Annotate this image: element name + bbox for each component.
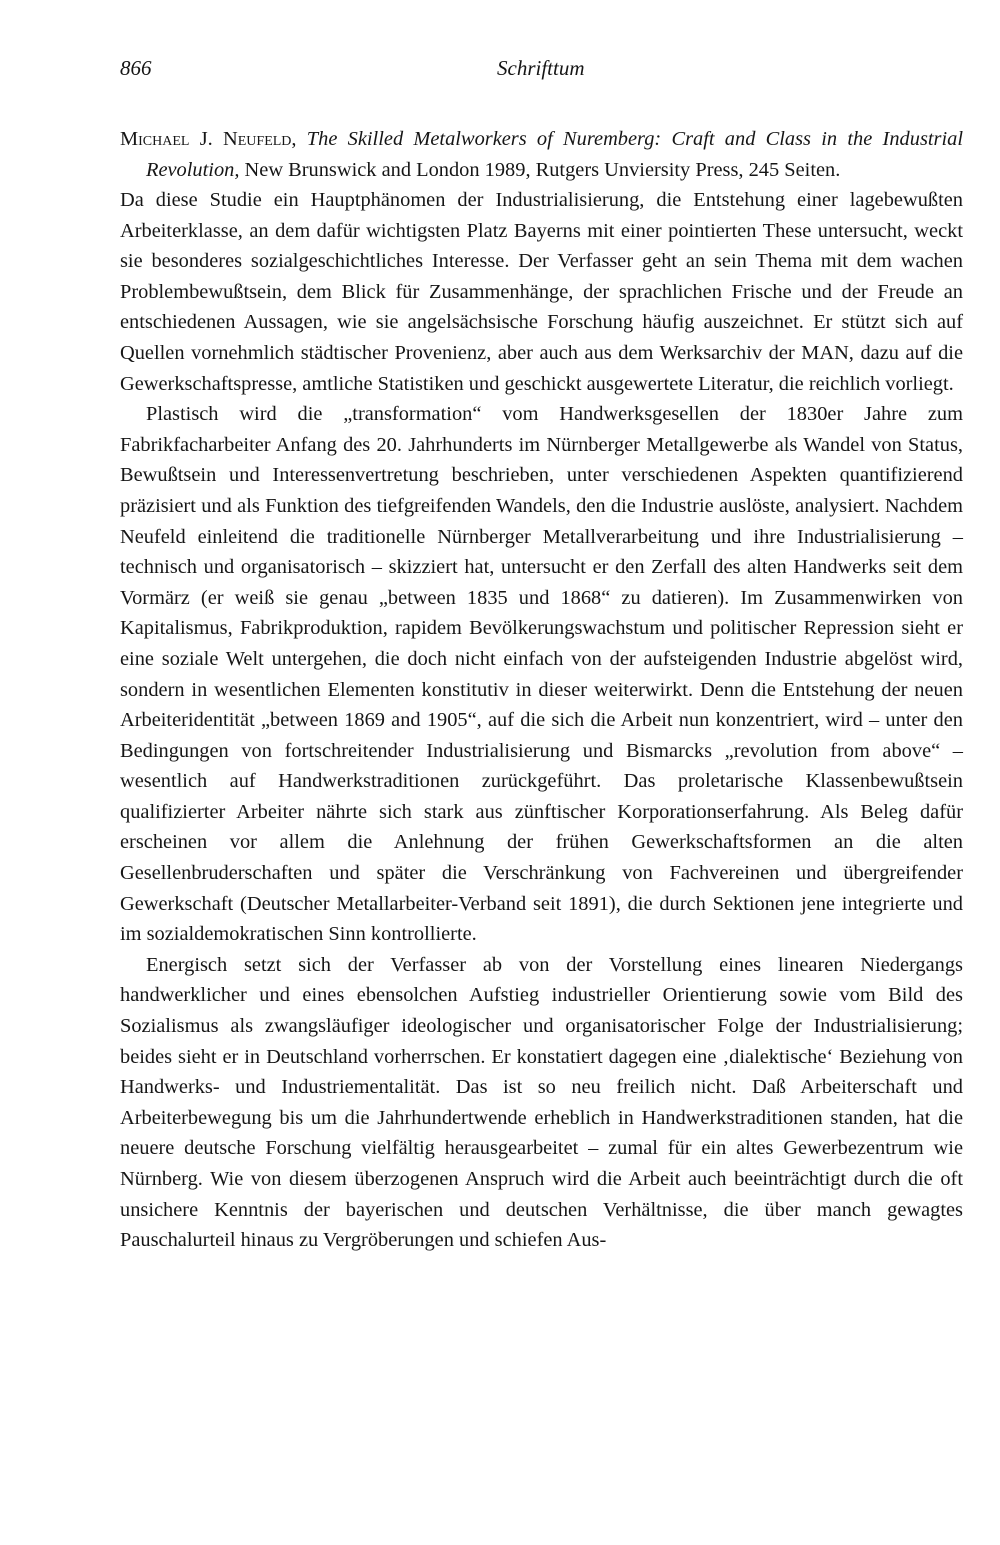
citation-author: Michael J. Neufeld, — [120, 128, 297, 150]
review-entry — [120, 124, 963, 1256]
review-paragraph-2: Plastisch wird die „transformation“ vom Handwerksgesellen der 1830er Jahre zum Fabrikfacharbeiter Anfang des 20. Jahrhunderts im Nürnberger Metallgewerbe als Wandel von Status, Bewußtsein und Interessenvertretung beschrieben, unter verschiedenen Aspekten quantifizierend präzisiert und als Funktion des tiefgreifenden Wandels, den die Industrie auslöste, analysiert. Nachdem Neufeld einleitend die traditionelle Nürnberger Metallverarbeitung und ihre Industrialisierung – technisch und organisatorisch – skizziert hat, untersucht er den Zerfall des alten Handwerks seit dem Vormärz (er weiß sie genau „between 1835 und 1868“ zu datieren). Im Zusammenwirken von Kapitalismus, Fabrikproduktion, rapidem Bevölkerungswachstum und politischer Repression sieht er eine soziale Welt untergehen, die doch nicht einfach von der aufsteigenden Industrie abgelöst wird, sondern in wesentlichen Elementen konstitutiv in dieser weiterwirkt. Denn die Entstehung der neuen Arbeiteridentität „between 1869 and 1905“, auf die sich die Arbeit nun konzentriert, wird – unter den Bedingungen von fortschreitender Industrialisierung und Bismarcks „revolution from above“ – wesentlich auf Handwerkstraditionen zurückgeführt. Das proletarische Klassenbewußtsein qualifizierter Arbeiter nährte sich stark aus zünftischer Korporationserfahrung. Als Beleg dafür erscheinen vor allem die Anlehnung der frühen Gewerkschaftsformen an die alten Gesellenbruderschaften und später die Verschränkung von Fachvereinen und übergreifender Gewerkschaft (Deutscher Metallarbeiter-Verband seit 1891), die durch Sektionen jene integrierte und im sozialdemokratischen Sinn kontrollierte. — [120, 403, 963, 946]
review-paragraph-1: Da diese Studie ein Hauptphänomen der Industrialisierung, die Entstehung einer lagebewußten Arbeiterklasse, an dem dafür wichtigsten Platz Bayerns mit einer pointierten These untersucht, weckt sie besonderes sozialgeschichtliches Interesse. Der Verfasser geht an sein Thema mit dem wachen Problembewußtsein, dem Blick für Zusammenhänge, der sprachlichen Frische und der Freude an entschiedenen Aussagen, wie sie angelsächsische Forschung häufig auszeichnet. Er stützt sich auf Quellen vornehmlich städtischer Provenienz, aber auch aus dem Werksarchiv der MAN, dazu auf die Gewerkschaftspresse, amtliche Statistiken und geschickt ausgewertete Literatur, die reichlich vorliegt. — [120, 189, 963, 395]
bibliographic-citation — [120, 124, 963, 185]
citation-publication: New Brunswick and London 1989, Rutgers Unviersity Press, 245 Seiten. — [244, 158, 841, 181]
review-paragraph-3: Energisch setzt sich der Verfasser ab von der Vorstellung eines linearen Niedergangs handwerklicher und eines ebensolchen Aufstieg industrieller Orientierung sowie vom Bild des Sozialismus als zwangsläufiger ideologischer und organisatorischer Folge der Industrialisierung; beides sieht er in Deutschland vorherrschen. Er konstatiert dagegen eine ‚dialektische‘ Beziehung von Handwerks- und Industriementalität. Das ist so neu freilich nicht. Daß Arbeiterschaft und Arbeiterbewegung bis um die Jahrhundertwende erheblich in Handwerkstraditionen standen, hat die neuere deutsche Forschung vielfältig herausgearbeitet – zumal für ein altes Gewerbezentrum wie Nürnberg. Wie von diesem überzogenen Anspruch wird die Arbeit auch beeinträchtigt durch die oft unsichere Kenntnis der bayerischen und deutschen Verhältnisse, die über manch gewagtes Pauschalurteil hinaus zu Vergröberungen und schiefen Aus- — [120, 953, 963, 1252]
running-head: Schrifttum — [497, 56, 585, 80]
citation-title: The Skilled Metalworkers of Nuremberg: Craft and Class in the Industrial Revolution, — [146, 128, 963, 181]
page-number: 866 — [120, 56, 152, 80]
